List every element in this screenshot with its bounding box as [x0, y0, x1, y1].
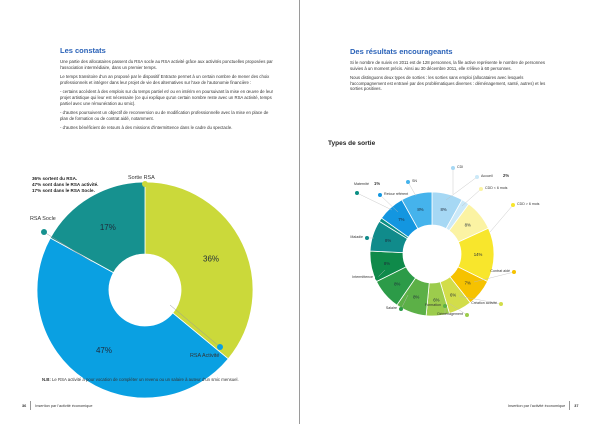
legend-label-maternite: Maternité	[354, 182, 369, 186]
slice-value-label: 36%	[203, 254, 220, 264]
summary-line: 17% sont dans le RSA Socle.	[32, 187, 95, 193]
slice-value-label: 8%	[384, 237, 392, 243]
slice-value-label: 8%	[440, 206, 447, 212]
slice-value-label: 8%	[413, 294, 420, 300]
footer-divider	[30, 401, 31, 410]
chart-summary	[32, 176, 98, 193]
legend-label-formation: Formation	[424, 303, 441, 307]
paragraph: Nous distinguons deux types de sorties : les sorties sans emploi (allocataires avec lesquels l'accompagnement est entravé par des problématiques diverses : déménagement, santé, autres) et les sorties positives.	[350, 75, 546, 92]
legend-label-cdd-6-mois: CDD < 6 mois	[485, 186, 508, 190]
body-text	[350, 60, 550, 96]
slice-value-label: 6%	[433, 297, 440, 303]
slice-value-label: 14%	[473, 252, 483, 258]
legend-label-creation-activite: Création activité	[471, 301, 497, 305]
paragraph: Si le nombre de suivis en 2011 est de 128 personnes, la file active représente le nombre de personnes suivies à un moment précis. Ainsi au 30 décembre 2011, elle s'élève à 60 personnes.	[350, 60, 546, 71]
slice-value-label: 7%	[398, 217, 405, 223]
footnote	[42, 377, 239, 382]
legend-label-accueil: Accueil	[481, 174, 493, 178]
summary-line: 36% sortent du RSA.	[32, 176, 78, 181]
footer-title: Insertion par l'activité économique	[508, 403, 566, 408]
paragraph: Une partie des allocataires passent du RSA socle au RSA activité grâce aux activités ponctuelles proposées par l'association intermédiaire, dans un premier temps.	[60, 59, 273, 70]
paragraph: - d'autres bénéficient de retours à des missions d'intermittence dans le cadre du spectacle.	[60, 125, 233, 131]
page-footer	[22, 401, 93, 410]
summary-line: 47% sont dans le RSA activité.	[32, 181, 99, 187]
page-footer	[508, 401, 579, 410]
slice-value-label: 6%	[449, 292, 457, 298]
legend-label-cdi: CDI	[457, 165, 464, 169]
slice-value-label: 8%	[383, 260, 391, 266]
slice-value-label: 17%	[99, 222, 116, 232]
footer-divider	[569, 401, 570, 410]
slice-value-label: 8%	[394, 281, 401, 287]
body-text	[60, 59, 274, 135]
slice-value-label: 8%	[464, 222, 471, 228]
right-page	[300, 0, 600, 424]
paragraph: - certains accèdent à des emplois sur du temps partiel et/ ou en intérim en poursuivant la mise en œuvre de leur projet artistique qui leur est nécessaire (ce qui explique qu'un certain nombre reste avec un RSA activité, temps partiel avec une rémunération au smic).	[60, 89, 274, 106]
page-number: 37	[574, 403, 579, 408]
legend-label-demenagement: Déménagement	[437, 312, 463, 316]
legend-label-maladie: Maladie	[350, 235, 363, 239]
section-heading: Les constats	[60, 46, 106, 55]
legend-label-rsa-activite: RSA Activité	[190, 353, 220, 359]
paragraph: Le temps transitoire d'un an proposé par le dispositif Entracte permet à un certain nombre de mener des choix professionnels et intégrer dans leur projet de vie des alternatives sur l'axe de l'autonomie financière :	[60, 74, 270, 85]
legend-label-sn: SN	[412, 179, 417, 183]
legend-label-sortie-rsa: Sortie RSA	[128, 175, 155, 181]
slice-value-label: 7%	[464, 280, 471, 286]
note-prefix: N.B:	[42, 377, 51, 382]
section-heading: Des résultats encourageants	[350, 47, 453, 56]
legend-label-intermittence: Intermittence	[352, 275, 373, 279]
page-number: 36	[22, 403, 27, 408]
legend-label-cdd-6-mois: CDD > 6 mois	[517, 202, 540, 206]
legend-label-rsa-socle: RSA Socle	[30, 216, 56, 222]
legend-label-retour-referent: Retour référent	[384, 192, 409, 196]
chart-title: Types de sortie	[328, 140, 376, 147]
footer-title: Insertion par l'activité économique	[35, 403, 93, 408]
legend-value: 1%	[374, 181, 381, 186]
legend-label-salaire: Salaire	[385, 306, 397, 310]
slice-value-label: 47%	[95, 346, 112, 356]
legend-value: 2%	[503, 173, 510, 178]
legend-label-contrat-aide: Contrat aidé	[490, 269, 510, 273]
note-text: Le RSA activité a pour vocation de compléter un revenu ou un salaire à auteur d'un smic mensuel.	[50, 377, 239, 382]
slice-value-label: 8%	[417, 206, 424, 212]
paragraph: - d'autres poursuivent un objectif de reconversion ou de modification professionnelle avec la mise en place de plan de formation ou de contrat aidé, notamment.	[60, 110, 269, 121]
left-page	[0, 0, 299, 424]
